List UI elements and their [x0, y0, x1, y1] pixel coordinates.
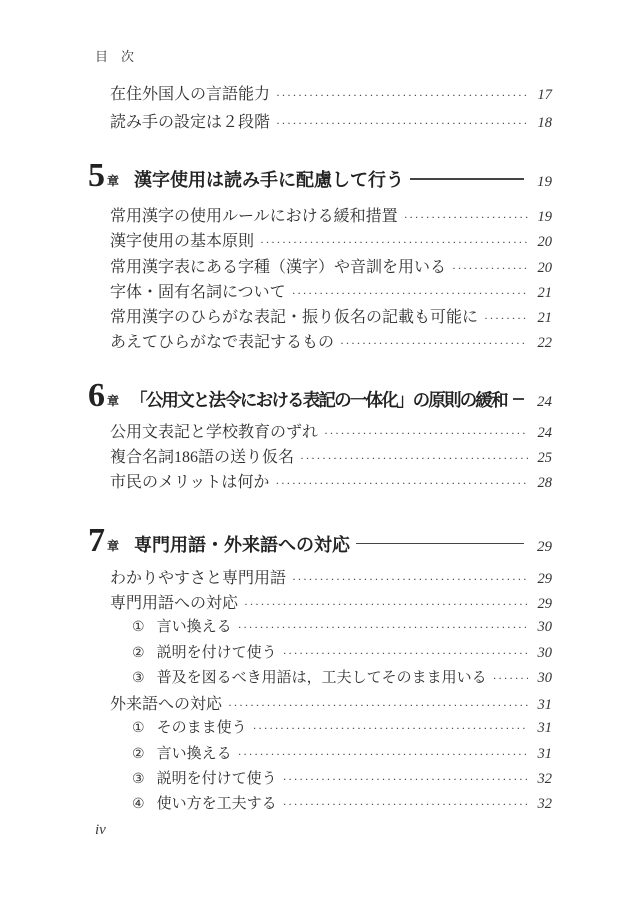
dotted-leader — [324, 424, 528, 442]
chapter-rule — [356, 543, 524, 545]
toc-entry-title: 説明を付けて使う — [156, 644, 277, 661]
toc-subentry — [110, 615, 552, 640]
toc-entry-page: 21 — [537, 310, 552, 327]
dotted-leader — [260, 233, 528, 251]
chapter-number: 7 — [88, 521, 104, 559]
toc-entry — [110, 691, 552, 716]
circled-number: ② — [132, 645, 145, 661]
toc-entry — [110, 228, 552, 253]
chapter-7-entries — [110, 565, 552, 818]
toc-entry-title: 漢字使用の基本原則 — [110, 233, 255, 251]
toc-subentry — [110, 666, 552, 691]
toc-content — [0, 81, 642, 818]
circled-number: ① — [132, 721, 145, 737]
toc-entry-page: 24 — [537, 424, 552, 441]
chapter-title: 漢字使用は読み手に配慮して行う — [134, 170, 405, 190]
chapter-heading-6 — [88, 377, 552, 417]
toc-entry-page: 30 — [537, 644, 552, 661]
dotted-leader — [340, 334, 528, 352]
toc-entry-title: 説明を付けて使う — [156, 771, 277, 788]
toc-entry-title: あえてひらがなで表記するもの — [110, 334, 335, 352]
toc-entry-page: 22 — [537, 335, 552, 352]
toc-entry-page: 18 — [537, 115, 552, 131]
chapter-page: 19 — [537, 174, 552, 190]
toc-subentry — [110, 641, 552, 666]
toc-subentry — [110, 742, 552, 767]
dotted-leader — [276, 114, 528, 132]
toc-entry-title: 常用漢字表にある字種（漢字）や音訓を用いる — [110, 258, 447, 276]
toc-entry-title: 公用文表記と学校教育のずれ — [110, 423, 319, 441]
toc-entry — [110, 203, 552, 228]
toc-entry-page: 32 — [537, 771, 552, 788]
toc-entry-title: そのまま使う — [156, 720, 247, 737]
dotted-leader — [292, 570, 528, 588]
chapter-6-entries — [110, 419, 552, 495]
chapter-title: 専門用語・外来語への対応 — [134, 534, 351, 555]
chapter-heading-5 — [88, 157, 552, 197]
toc-entry-title: 在住外国人の言語能力 — [110, 86, 271, 103]
chapter-5-entries — [110, 203, 552, 355]
dotted-leader — [452, 259, 528, 277]
toc-entry-page: 29 — [537, 595, 552, 612]
toc-entry-title: わかりやすさと専門用語 — [110, 569, 287, 587]
toc-entry-page: 32 — [537, 796, 552, 813]
toc-entry-title: 読み手の設定は２段階 — [110, 114, 271, 131]
toc-entry-title: 言い換える — [156, 745, 232, 762]
toc-entry-title: 常用漢字のひらがな表記・振り仮名の記載も可能に — [110, 309, 479, 327]
dotted-leader — [238, 618, 528, 636]
chapter-marker: 章 — [107, 174, 120, 188]
dotted-leader — [493, 669, 528, 687]
toc-entry-title: 字体・固有名詞について — [110, 283, 286, 301]
toc-entry — [110, 279, 552, 304]
circled-number: ③ — [132, 670, 145, 686]
running-head: 目 次 — [95, 49, 135, 64]
circled-number: ③ — [132, 772, 145, 788]
toc-entry — [110, 329, 552, 354]
dotted-leader — [253, 719, 528, 737]
toc-entry — [110, 419, 552, 444]
circled-number: ② — [132, 746, 145, 762]
chapter-number: 5 — [88, 157, 104, 194]
chapter-rule — [513, 398, 524, 400]
chapter-page: 29 — [537, 538, 552, 555]
toc-entry-page: 19 — [537, 209, 552, 225]
dotted-leader — [484, 309, 528, 327]
toc-entry-page: 30 — [537, 669, 552, 686]
folio-page-number: iv — [95, 822, 106, 838]
toc-entry — [110, 590, 552, 615]
toc-entry-page: 31 — [537, 745, 552, 762]
chapter-marker: 章 — [107, 538, 120, 553]
toc-entry-page: 17 — [537, 87, 552, 103]
toc-entry-title: 専門用語への対応 — [110, 594, 239, 612]
dotted-leader — [238, 745, 528, 763]
toc-entry — [110, 254, 552, 279]
toc-entry-page: 20 — [537, 234, 552, 251]
toc-entry-page: 25 — [537, 450, 552, 467]
dotted-leader — [228, 696, 528, 714]
chapter-rule — [410, 178, 524, 180]
dotted-leader — [404, 208, 528, 226]
toc-entry-title: 市民のメリットは何か — [110, 474, 270, 492]
toc-entry-title: 常用漢字の使用ルールにおける緩和措置 — [110, 208, 398, 225]
chapter-title: 「公用文と法令における表記の一体化」の原則の緩和 — [130, 389, 507, 410]
circled-number: ① — [132, 620, 145, 636]
circled-number: ④ — [132, 797, 145, 813]
toc-entry-page: 20 — [537, 259, 552, 276]
dotted-leader — [300, 449, 528, 467]
toc-entry-title: 外来語への対応 — [110, 696, 223, 714]
toc-entry-title: 言い換える — [156, 619, 232, 636]
toc-subentry — [110, 792, 552, 817]
toc-entry — [110, 109, 552, 137]
toc-entry — [110, 469, 552, 494]
toc-entry-page: 28 — [537, 475, 552, 492]
dotted-leader — [276, 86, 528, 104]
chapter-heading-7 — [88, 522, 552, 562]
toc-entry — [110, 81, 552, 109]
toc-intro-block — [110, 81, 552, 137]
toc-entry — [110, 304, 552, 329]
chapter-number: 6 — [88, 376, 104, 414]
dotted-leader — [283, 770, 528, 788]
toc-entry — [110, 565, 552, 590]
dotted-leader — [244, 595, 528, 613]
toc-entry-page: 31 — [537, 720, 552, 737]
chapter-marker: 章 — [107, 393, 120, 408]
chapter-page: 24 — [537, 393, 552, 410]
toc-entry-page: 30 — [537, 619, 552, 636]
dotted-leader — [292, 284, 528, 302]
toc-entry-title: 複合名詞186語の送り仮名 — [110, 449, 295, 467]
dotted-leader — [283, 644, 528, 662]
toc-entry-page: 29 — [537, 570, 552, 587]
dotted-leader — [275, 474, 528, 492]
dotted-leader — [283, 795, 528, 813]
toc-entry-title: 使い方を工夫する — [156, 796, 277, 813]
toc-subentry — [110, 767, 552, 792]
toc-subentry — [110, 716, 552, 741]
toc-entry — [110, 444, 552, 469]
toc-entry-page: 31 — [537, 697, 552, 714]
toc-entry-title: 普及を図るべき用語は，工夫してそのまま用いる — [156, 669, 487, 686]
toc-entry-page: 21 — [537, 284, 552, 301]
